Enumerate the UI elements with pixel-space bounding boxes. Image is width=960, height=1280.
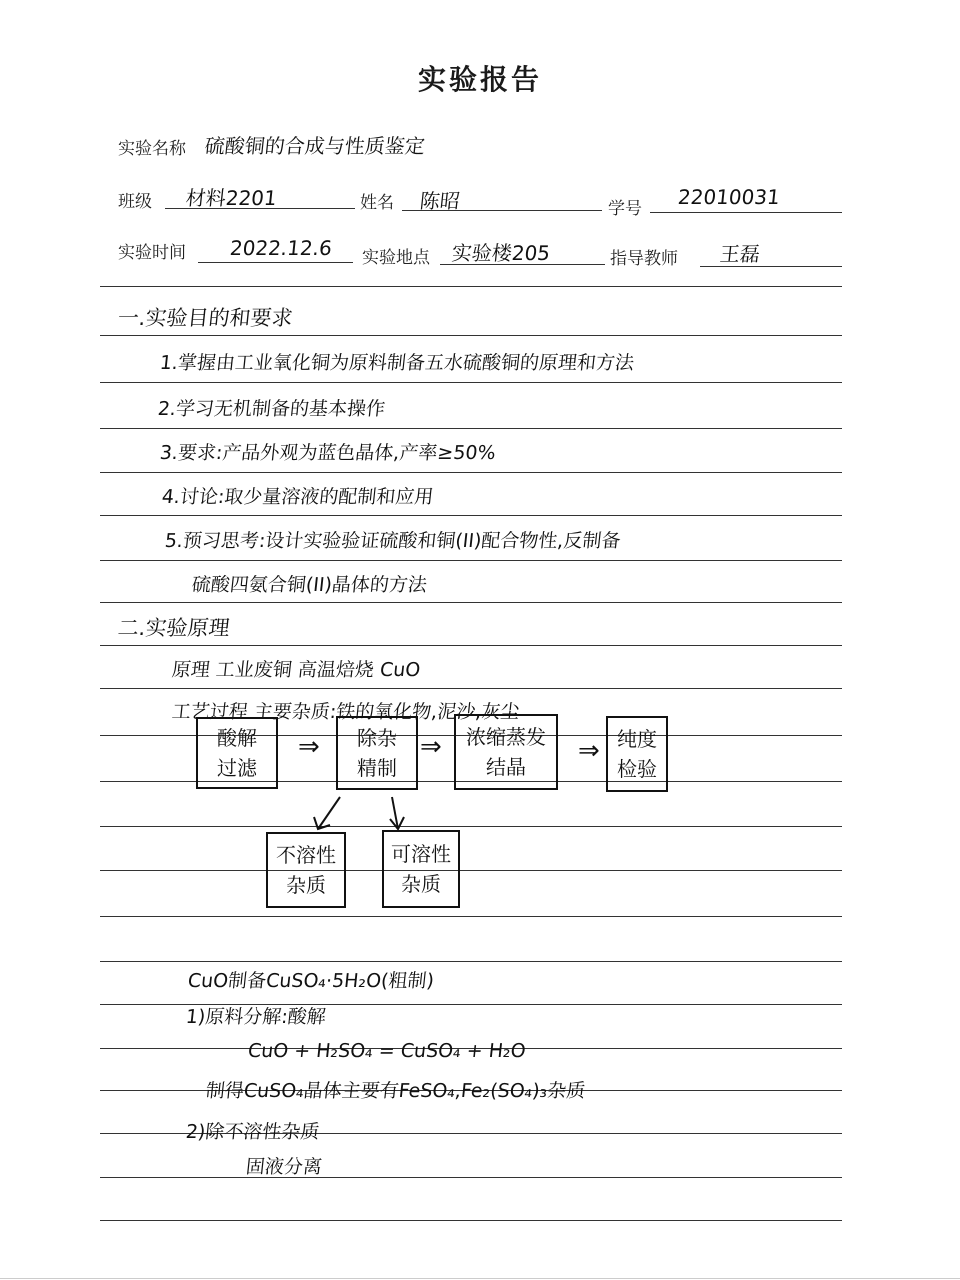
equation-line: CuO + H₂SO₄ = CuSO₄ + H₂O: [246, 1040, 527, 1062]
impurity-text: 不溶性: [276, 843, 336, 867]
flow-arrow-icon: ⇒: [420, 732, 442, 762]
flow-step-box: [336, 716, 418, 790]
impurity-box: [382, 830, 460, 908]
ruled-line: [100, 1220, 842, 1221]
student-id-value: 22010031: [676, 185, 782, 209]
experiment-place-underline: [440, 264, 605, 265]
experiment-time-value: 2022.12.6: [228, 236, 334, 260]
objective-item: 5.预习思考:设计实验验证硫酸和铜(II)配合物性,反制备: [163, 530, 622, 552]
instructor-value: 王磊: [718, 242, 762, 266]
objective-item: 1.掌握由工业氧化铜为原料制备五水硫酸铜的原理和方法: [158, 352, 636, 374]
student-id-underline: [650, 212, 842, 213]
prep-line: 2)除不溶性杂质: [184, 1121, 321, 1143]
section2-heading: 二.实验原理: [116, 616, 231, 640]
ruled-line: [100, 472, 842, 473]
objective-item: 4.讨论:取少量溶液的配制和应用: [160, 486, 435, 508]
ruled-line: [100, 870, 842, 871]
impurity-text: 杂质: [286, 873, 326, 897]
student-name-value: 陈昭: [418, 189, 462, 213]
prep-line: 固液分离: [244, 1156, 324, 1178]
experiment-name-label: 实验名称: [118, 139, 186, 159]
objective-item: 硫酸四氨合铜(II)晶体的方法: [190, 574, 429, 596]
ruled-line: [100, 428, 842, 429]
impurity-box: [266, 832, 346, 908]
ruled-line: [100, 515, 842, 516]
student-name-label: 姓名: [360, 193, 394, 213]
flow-step-text: 精制: [357, 756, 397, 780]
flow-step-text: 纯度: [617, 727, 657, 751]
class-underline: [165, 208, 355, 209]
class-label: 班级: [118, 192, 152, 212]
principle-line: 原理 工业废铜 高温焙烧 CuO: [170, 659, 422, 681]
flow-step-text: 酸解: [217, 726, 257, 750]
ruled-line: [100, 382, 842, 383]
ruled-line: [100, 961, 842, 962]
ruled-line: [100, 826, 842, 827]
flow-step-text: 结晶: [486, 755, 526, 779]
ruled-line: [100, 335, 842, 336]
impurity-text: 杂质: [401, 872, 441, 896]
branch-arrows: [300, 795, 420, 835]
experiment-time-underline: [198, 262, 353, 263]
instructor-underline: [700, 266, 842, 267]
flow-step-box: [606, 716, 668, 792]
flow-step-text: 检验: [617, 757, 657, 781]
ruled-line: [100, 688, 842, 689]
page-edge: [0, 1278, 960, 1279]
student-id-label: 学号: [608, 199, 642, 219]
page-title: 实验报告: [417, 63, 542, 96]
ruled-line: [100, 286, 842, 287]
ruled-line: [100, 560, 842, 561]
student-name-underline: [402, 210, 602, 211]
objective-item: 2.学习无机制备的基本操作: [156, 398, 387, 420]
experiment-place-value: 实验楼205: [450, 241, 552, 265]
class-value: 材料2201: [184, 186, 279, 210]
process-line: 工艺过程 主要杂质:铁的氧化物,泥沙,灰尘: [170, 701, 521, 723]
ruled-line: [100, 916, 842, 917]
ruled-line: [100, 1177, 842, 1178]
ruled-line: [100, 645, 842, 646]
experiment-time-label: 实验时间: [118, 243, 186, 263]
prep-line: 制得CuSO₄晶体主要有FeSO₄,Fe₂(SO₄)₃杂质: [204, 1080, 587, 1102]
instructor-label: 指导教师: [610, 249, 678, 269]
ruled-line: [100, 602, 842, 603]
prep-line: 1)原料分解:酸解: [184, 1006, 327, 1028]
flow-step-text: 浓缩蒸发: [466, 725, 546, 749]
flow-arrow-icon: ⇒: [578, 736, 600, 766]
flow-step-text: 除杂: [357, 726, 397, 750]
objective-item: 3.要求:产品外观为蓝色晶体,产率≥50%: [158, 442, 497, 464]
prep-line: CuO制备CuSO₄·5H₂O(粗制): [186, 970, 436, 992]
experiment-place-label: 实验地点: [362, 248, 430, 268]
impurity-text: 可溶性: [391, 842, 451, 866]
flow-step-box: [196, 717, 278, 789]
flow-step-box: [454, 714, 558, 790]
flow-step-text: 过滤: [217, 756, 257, 780]
experiment-name-value: 硫酸铜的合成与性质鉴定: [203, 134, 427, 158]
section1-heading: 一.实验目的和要求: [116, 306, 294, 330]
flow-arrow-icon: ⇒: [298, 732, 320, 762]
